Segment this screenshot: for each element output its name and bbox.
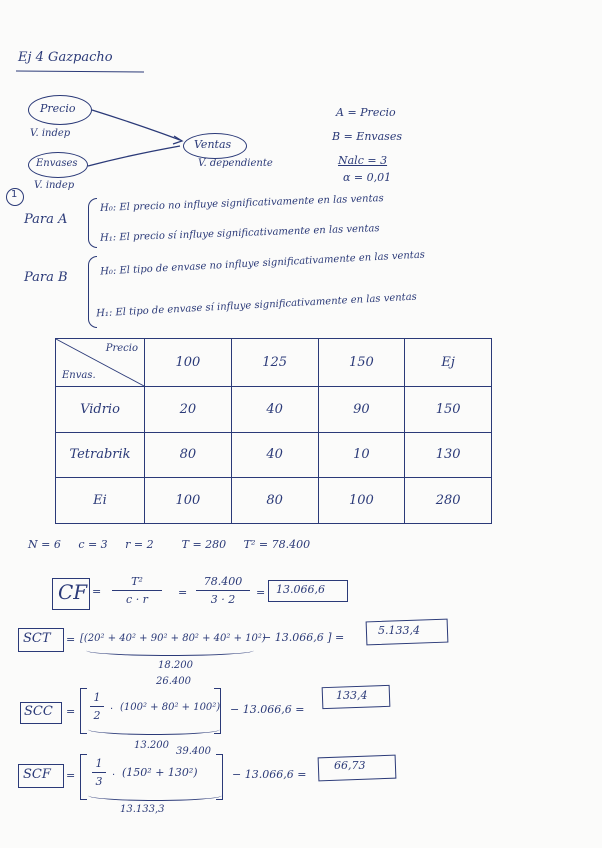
contingency-table [55, 338, 492, 524]
scf-minus: − 13.066,6 = [232, 768, 307, 781]
table-cell: 20 [145, 387, 232, 433]
envases-sublabel: V. indep [34, 180, 75, 191]
table-cell: 280 [405, 478, 492, 524]
scf-numerator: 1 [95, 757, 103, 770]
step-number: 1 [11, 189, 18, 200]
scf-fraction [92, 757, 106, 788]
hyp-a-brace [88, 198, 97, 248]
cf-equals-3: = [256, 586, 266, 599]
sct-label: SCT [23, 631, 51, 646]
table-cell: 10 [318, 432, 405, 478]
cf-denominator: c · r [126, 593, 148, 606]
table-cell: 100 [145, 478, 232, 524]
legend-alpha: α = 0,01 [343, 171, 392, 184]
scc-bracket-left [80, 688, 87, 734]
cf-equals: = [92, 585, 102, 598]
scc-fraction [90, 691, 104, 722]
scc-result: 133,4 [336, 689, 368, 702]
table-cell: 80 [231, 478, 318, 524]
sct-expression: [(20² + 40² + 90² + 80² + 40² + 10²) [80, 633, 266, 644]
cf-fraction-2 [196, 575, 250, 606]
table-cell: 40 [231, 387, 318, 433]
envases-label: Envases [36, 158, 78, 169]
scf-denominator: 3 [95, 775, 103, 788]
scf-expression: (150² + 130²) [122, 766, 198, 779]
scc-above: 26.400 [156, 676, 191, 687]
scf-subtotal: 13.133,3 [120, 804, 165, 815]
scc-equals: = [66, 705, 76, 718]
table-cell: 80 [145, 432, 232, 478]
cf-numerator: T² [131, 575, 143, 588]
table-cell: 40 [231, 432, 318, 478]
cf-denominator-2: 3 · 2 [210, 593, 236, 606]
ventas-label: Ventas [194, 138, 232, 151]
table-cell: 150 [405, 387, 492, 433]
legend-nalc: Nalc = 3 [338, 154, 388, 167]
table-cell: 90 [318, 387, 405, 433]
scf-label: SCF [23, 767, 51, 782]
cf-equals-2: = [178, 586, 188, 599]
sct-equals: = [66, 633, 76, 646]
cf-fraction-1 [112, 575, 162, 606]
scf-bracket-left [80, 754, 87, 800]
cf-result: 13.066,6 [276, 583, 325, 596]
header-cell: Ej [405, 339, 492, 387]
page-title: Ej 4 Gazpacho [18, 50, 113, 65]
ventas-sublabel: V. dependiente [198, 158, 273, 169]
corner-bottom-label: Envas. [62, 370, 96, 381]
sct-subtotal: 18.200 [158, 660, 193, 671]
corner-top-label: Precio [105, 343, 138, 354]
precio-label: Precio [40, 102, 76, 115]
row-label: Vidrio [56, 387, 145, 433]
scf-underbrace [88, 790, 222, 801]
sct-underbrace [86, 645, 254, 656]
scc-denominator: 2 [93, 709, 101, 722]
legend-a: A = Precio [336, 106, 396, 119]
sct-minus: − 13.066,6 ] = [262, 631, 345, 644]
cf-label: CF [58, 580, 88, 604]
scf-equals: = [66, 769, 76, 782]
scc-label: SCC [24, 704, 53, 719]
cf-numerator-2: 78.400 [203, 575, 243, 588]
table-cell: 130 [405, 432, 492, 478]
table-cell: 100 [318, 478, 405, 524]
scc-subtotal: 13.200 [134, 740, 169, 751]
hyp-a-label: Para A [24, 212, 68, 227]
row-label: Tetrabrik [56, 432, 145, 478]
legend-b: B = Envases [332, 130, 402, 143]
hyp-a-h0: H₀: El precio no influye significativamente en las ventas [99, 193, 384, 214]
sct-result: 5.133,4 [378, 624, 420, 637]
scc-minus: − 13.066,6 = [230, 703, 305, 716]
table-corner [56, 339, 145, 387]
header-cell: 150 [318, 339, 405, 387]
scc-dot: · [110, 704, 114, 715]
hyp-b-h0: H₀: El tipo de envase no influye significativamente en las ventas [99, 249, 426, 278]
scf-dot: · [112, 770, 116, 781]
parameters-line: N = 6 c = 3 r = 2 T = 280 T² = 78.400 [28, 538, 311, 551]
scc-numerator: 1 [93, 691, 101, 704]
precio-sublabel: V. indep [30, 128, 71, 139]
scc-expression: (100² + 80² + 100²) [120, 702, 221, 713]
hyp-b-h1: H₁: El tipo de envase sí influye significativamente en las ventas [95, 291, 418, 320]
row-label: Ei [56, 478, 145, 524]
scf-result: 66,73 [334, 759, 366, 772]
header-cell: 125 [231, 339, 318, 387]
scf-above: 39.400 [176, 746, 211, 757]
header-cell: 100 [145, 339, 232, 387]
hyp-a-h1: H₁: El precio sí influye significativamente en las ventas [99, 223, 380, 244]
hyp-b-label: Para B [24, 270, 68, 285]
scc-underbrace [88, 724, 220, 735]
